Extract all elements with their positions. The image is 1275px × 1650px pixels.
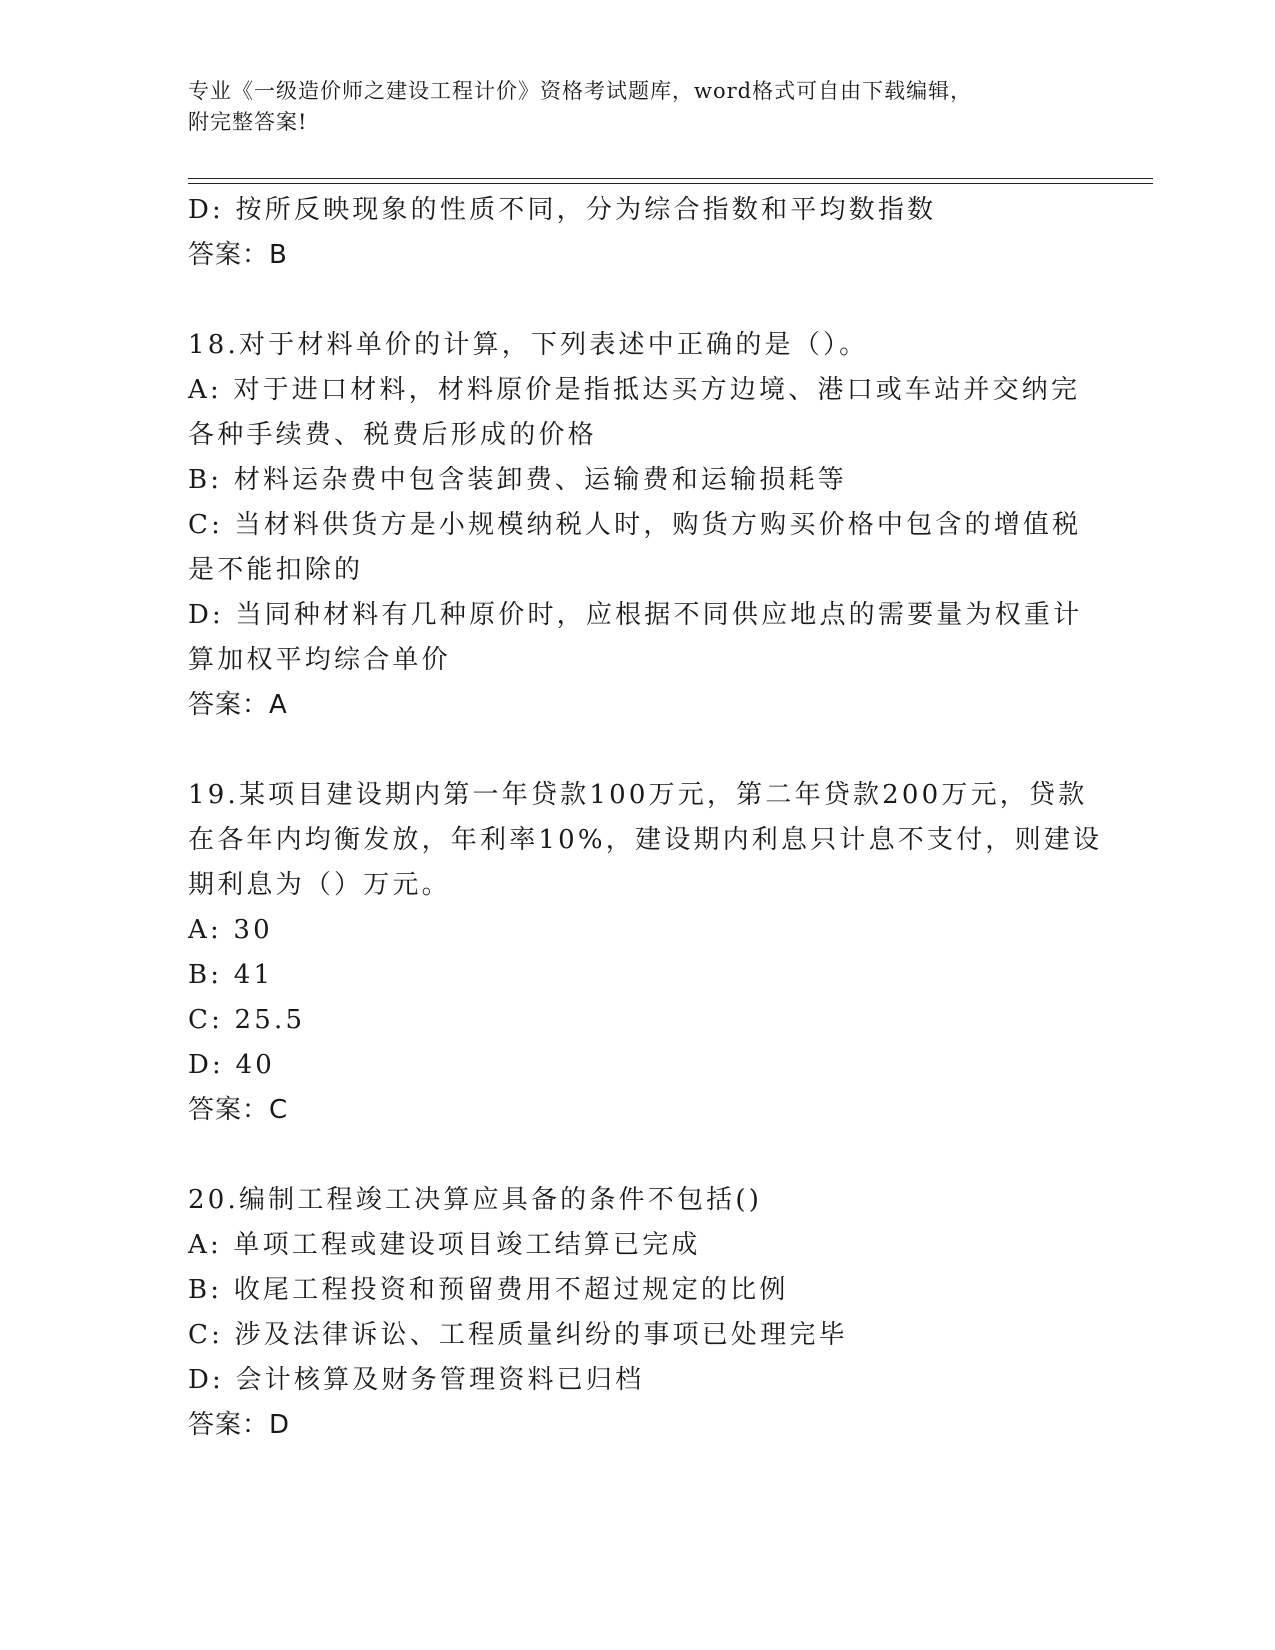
option-c-line-2: 是不能扣除的: [188, 555, 364, 585]
option-a-line-2: 各种手续费、税费后形成的价格: [188, 420, 597, 450]
question-20: [188, 1178, 1088, 1448]
spacer: [188, 278, 1088, 323]
option-d-line-1: D: 当同种材料有几种原价时，应根据不同供应地点的需要量为权重计: [188, 600, 1083, 630]
option-c: C: 25.5: [188, 1005, 306, 1035]
question-stem-line-3: 期利息为（）万元。: [188, 870, 451, 900]
question-stem-line-2: 在各年内均衡发放，年利率10%，建设期内利息只计息不支付，则建设: [188, 825, 1103, 855]
option-b: B: 材料运杂费中包含装卸费、运输费和运输损耗等: [188, 465, 847, 495]
question-17-tail: [188, 188, 1088, 278]
answer: 答案：C: [188, 1095, 289, 1125]
question-list: [188, 188, 1103, 1448]
option-b: B: 收尾工程投资和预留费用不超过规定的比例: [188, 1275, 789, 1305]
spacer: [188, 1133, 1088, 1178]
question-18: [188, 323, 1088, 728]
option-c: C: 涉及法律诉讼、工程质量纠纷的事项已处理完毕: [188, 1320, 848, 1350]
question-19: [188, 773, 1103, 1133]
option-c-line-1: C: 当材料供货方是小规模纳税人时，购货方购买价格中包含的增值税: [188, 510, 1082, 540]
answer: 答案：D: [188, 1410, 291, 1440]
header-line-1: 专业《一级造价师之建设工程计价》资格考试题库，word格式可自由下载编辑，: [188, 79, 973, 103]
spacer: [188, 728, 1088, 773]
option-d: D: 按所反映现象的性质不同，分为综合指数和平均数指数: [188, 195, 937, 225]
answer: 答案：A: [188, 690, 288, 720]
question-stem: 20.编制工程竣工决算应具备的条件不包括(): [188, 1185, 763, 1215]
option-d: D: 会计核算及财务管理资料已归档: [188, 1365, 645, 1395]
answer: 答案：B: [188, 240, 288, 270]
option-a-line-1: A: 对于进口材料，材料原价是指抵达买方边境、港口或车站并交纳完: [188, 375, 1081, 405]
question-stem-line-1: 19.某项目建设期内第一年贷款100万元，第二年贷款200万元，贷款: [188, 780, 1088, 810]
option-b: B: 41: [188, 960, 274, 990]
header-divider: [188, 178, 1153, 184]
option-a: A: 30: [188, 915, 273, 945]
option-d-line-2: 算加权平均综合单价: [188, 645, 451, 675]
document-header: [188, 76, 1068, 138]
question-stem: 18.对于材料单价的计算，下列表述中正确的是（）。: [188, 330, 869, 360]
option-a: A: 单项工程或建设项目竣工结算已完成: [188, 1230, 701, 1260]
option-d: D: 40: [188, 1050, 275, 1080]
header-line-2: 附完整答案!: [188, 110, 308, 134]
